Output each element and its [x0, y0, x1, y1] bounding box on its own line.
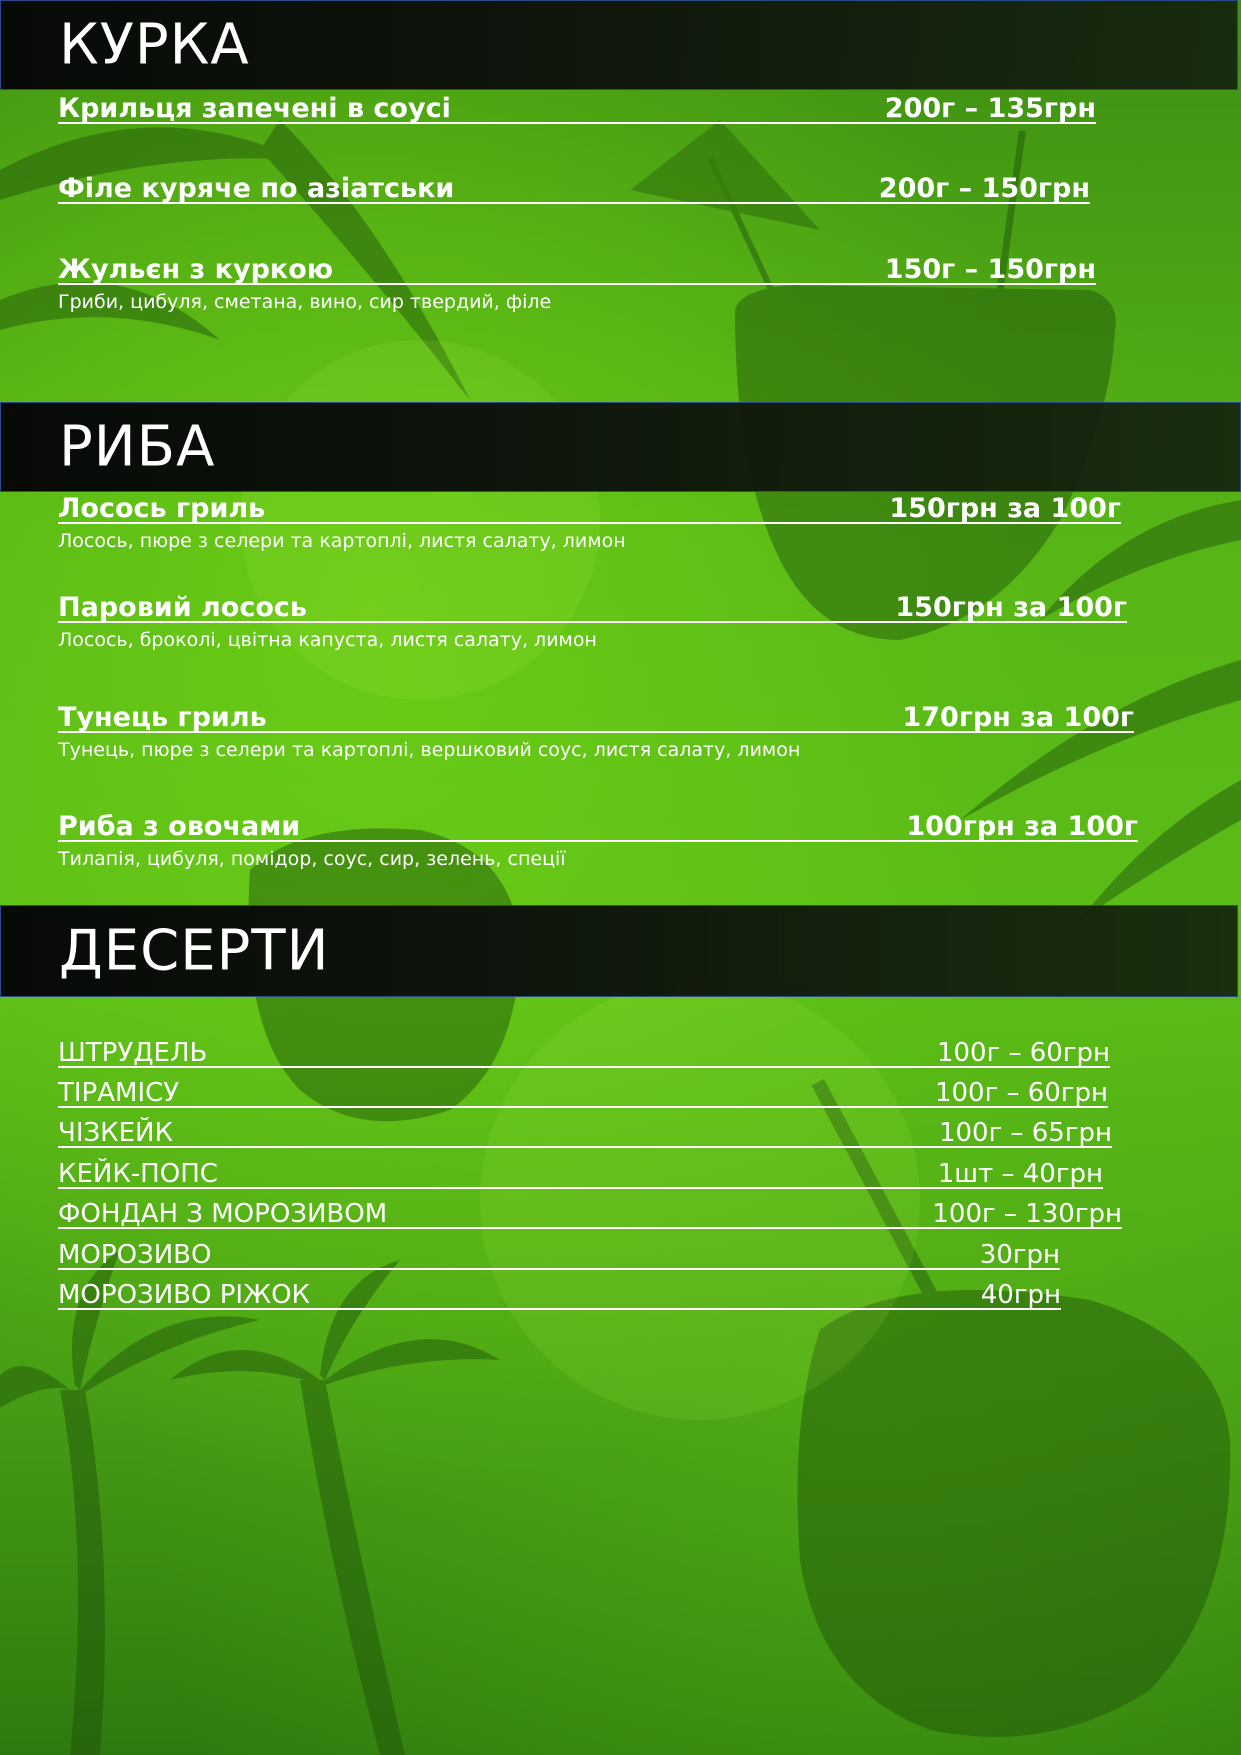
menu-item-line [58, 1276, 1061, 1310]
menu-item [58, 1236, 1060, 1270]
menu-item-name: Жульєн з куркою [58, 254, 334, 285]
menu-item-price: 100грн за 100г [906, 811, 1138, 842]
menu-item-name: МОРОЗИВО РІЖОК [58, 1280, 311, 1310]
menu-item-name: Лосось гриль [58, 493, 266, 524]
menu-item-line [58, 1114, 1112, 1148]
menu-item-price: 100г – 60грн [934, 1078, 1108, 1108]
menu-item-name: МОРОЗИВО [58, 1240, 212, 1270]
menu-item [58, 1195, 1122, 1229]
menu-item [58, 1074, 1108, 1108]
menu-item-price: 200г – 150грн [878, 173, 1090, 204]
menu-item-name: Філе куряче по азіатськи [58, 173, 455, 204]
menu-item-name: ЧІЗКЕЙК [58, 1118, 173, 1148]
menu-item [58, 808, 1138, 870]
menu-item [58, 699, 1134, 761]
menu-item-description: Гриби, цибуля, сметана, вино, сир твердий, філе [58, 291, 552, 313]
menu-item-name: ФОНДАН З МОРОЗИВОМ [58, 1199, 388, 1229]
menu-item-line [58, 170, 1090, 204]
menu-item-description: Тунець, пюре з селери та картоплі, вершковий соус, листя салату, лимон [58, 739, 801, 761]
menu-item-price: 170грн за 100г [902, 702, 1134, 733]
menu-item-price: 100г – 60грн [936, 1038, 1110, 1068]
menu-item-line [58, 1236, 1060, 1270]
menu-item-line [58, 808, 1138, 842]
menu-item-line [58, 1155, 1103, 1189]
menu-item [58, 1155, 1103, 1189]
menu-item-description: Лосось, броколі, цвітна капуста, листя салату, лимон [58, 629, 597, 651]
menu-item-price: 1шт – 40грн [937, 1159, 1103, 1189]
menu-item-line [58, 699, 1134, 733]
menu-item-name: Крильця запечені в соусі [58, 93, 451, 124]
menu-item-price: 150грн за 100г [889, 493, 1121, 524]
menu-item-name: Тунець гриль [58, 702, 267, 733]
menu-item-price: 40грн [980, 1280, 1061, 1310]
menu-item [58, 1276, 1061, 1310]
menu-item-line [58, 1034, 1110, 1068]
section-title: РИБА [59, 414, 216, 480]
menu-item [58, 1034, 1110, 1068]
menu-item-price: 150грн за 100г [895, 592, 1127, 623]
menu-item-description: Лосось, пюре з селери та картоплі, листя салату, лимон [58, 530, 626, 552]
menu-item-price: 150г – 150грн [884, 254, 1096, 285]
menu-item-price: 100г – 130грн [932, 1199, 1122, 1229]
menu-item [58, 1114, 1112, 1148]
menu-item-line [58, 1195, 1122, 1229]
section-header-chicken [0, 0, 1238, 90]
menu-item [58, 490, 1121, 552]
menu-item [58, 90, 1096, 124]
menu-item [58, 251, 1096, 313]
menu-item-line [58, 90, 1096, 124]
menu-item-price: 100г – 65грн [938, 1118, 1112, 1148]
menu-item-description: Тилапія, цибуля, помідор, соус, сир, зелень, спеції [58, 848, 566, 870]
section-header-desserts [0, 905, 1238, 997]
menu-item-name: ТІРАМІСУ [58, 1078, 180, 1108]
menu-item [58, 589, 1127, 651]
menu-item-name: ШТРУДЕЛЬ [58, 1038, 208, 1068]
menu-item-line [58, 589, 1127, 623]
section-title: ДЕСЕРТИ [59, 918, 330, 984]
menu-item [58, 170, 1090, 204]
menu-item-line [58, 251, 1096, 285]
menu-item-name: Паровий лосось [58, 592, 307, 623]
menu-item-price: 200г – 135грн [884, 93, 1096, 124]
menu-item-name: КЕЙК-ПОПС [58, 1159, 218, 1189]
menu-item-name: Риба з овочами [58, 811, 301, 842]
section-header-fish [0, 402, 1241, 492]
menu-item-line [58, 490, 1121, 524]
menu-item-line [58, 1074, 1108, 1108]
menu-item-price: 30грн [979, 1240, 1060, 1270]
section-title: КУРКА [59, 12, 250, 78]
